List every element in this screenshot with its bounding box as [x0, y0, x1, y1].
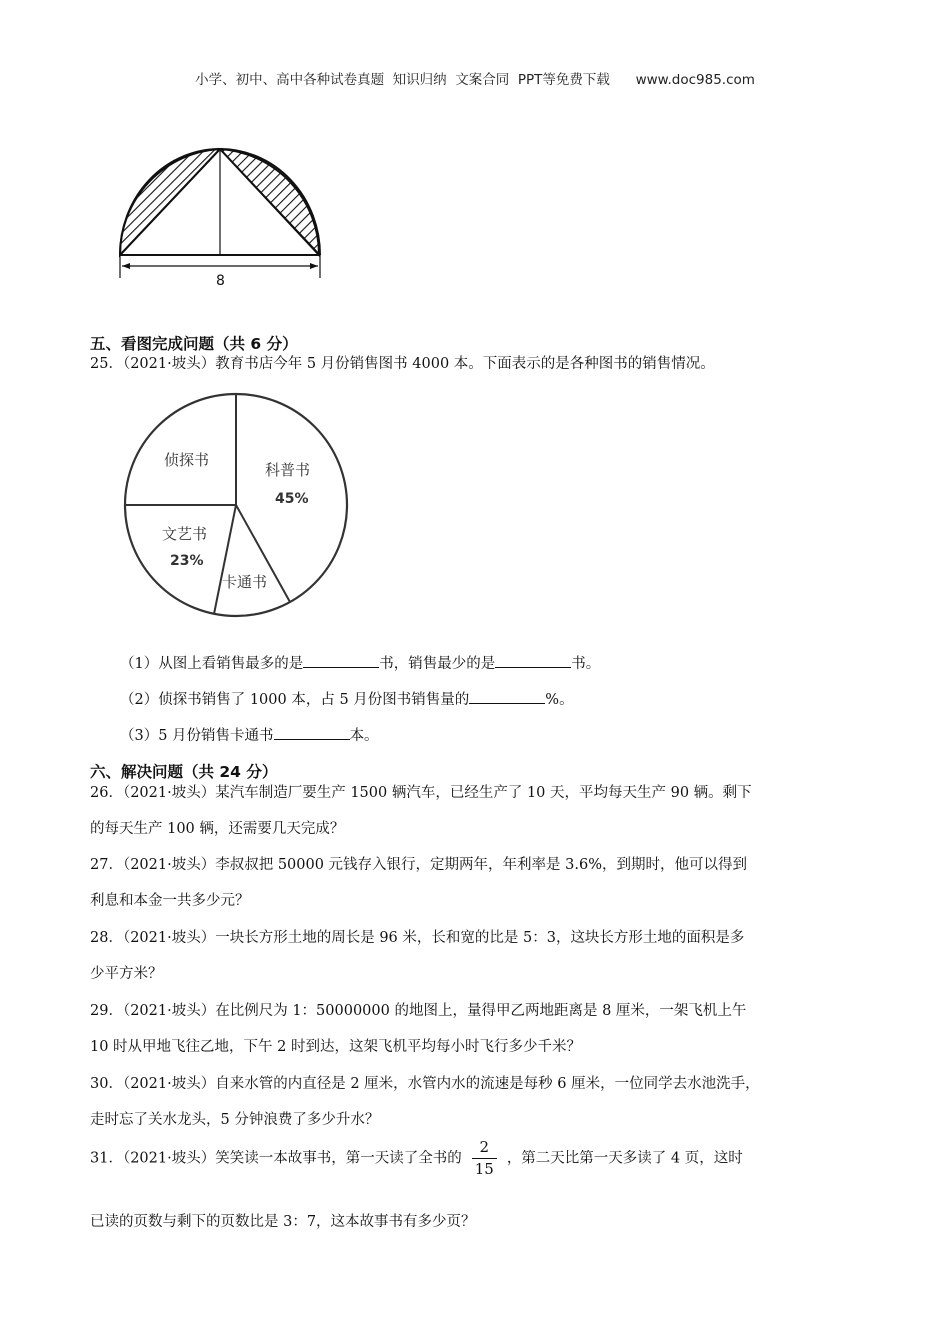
question-26: [90, 775, 870, 847]
pie-value-kepu: 45%: [275, 491, 309, 507]
answer-blank[interactable]: [303, 653, 379, 668]
section-5-title: 五、看图完成问题（共 6 分）: [90, 335, 298, 353]
question-25: 25．（2021·坡头）教育书店今年 5 月份销售图书 4000 本。下面表示的是各种图书的销售情况。: [90, 356, 715, 372]
part-1-text-c: 书。: [571, 656, 601, 672]
fraction-denominator: 15: [472, 1158, 497, 1177]
question-25-part-1: [120, 652, 600, 673]
answer-blank[interactable]: [469, 689, 545, 704]
question-26-line-2: 的每天生产 100 辆，还需要几天完成？: [90, 821, 345, 837]
question-30: [90, 1066, 870, 1138]
fraction-numerator: 2: [479, 1138, 490, 1156]
question-29-line-1: 29．（2021·坡头）在比例尺为 1：50000000 的地图上，量得甲乙两地距离是 8 厘米，一架飞机上午: [90, 1003, 747, 1019]
part-3-text-a: （3）5 月份销售卡通书: [120, 728, 274, 744]
question-27: [90, 847, 870, 919]
question-31-text-b: ，第二天比第一天多读了 4 页，这时: [506, 1150, 743, 1167]
pie-value-wenyi: 23%: [170, 553, 204, 569]
semicircle-figure: [100, 135, 340, 295]
pie-label-zhentan: 侦探书: [164, 451, 210, 469]
question-29-line-2: 10 时从甲地飞往乙地，下午 2 时到达，这架飞机平均每小时飞行多少千米？: [90, 1039, 582, 1055]
pie-chart: [120, 385, 360, 625]
question-28-line-1: 28．（2021·坡头）一块长方形土地的周长是 96 米，长和宽的比是 5：3，这块长方形土地的面积是多: [90, 930, 745, 946]
question-25-part-3: [120, 724, 379, 745]
question-28: [90, 920, 870, 992]
question-27-line-1: 27．（2021·坡头）李叔叔把 50000 元钱存入银行，定期两年，年利率是 3.6%，到期时，他可以得到: [90, 857, 747, 873]
pie-label-katong: 卡通书: [222, 573, 268, 591]
dimension-arrow-right: [310, 263, 318, 269]
part-1-text-b: 书，销售最少的是: [379, 656, 496, 672]
question-31-text-a: 31．（2021·坡头）笑笑读一本故事书，第一天读了全书的: [90, 1150, 462, 1167]
answer-blank[interactable]: [274, 725, 350, 740]
question-31-line-1: [90, 1140, 870, 1177]
pie-label-kepu: 科普书: [265, 461, 311, 479]
question-31-line-2: 已读的页数与剩下的页数比是 3：7，这本故事书有多少页？: [90, 1214, 476, 1230]
part-1-text-a: （1）从图上看销售最多的是: [120, 656, 304, 672]
pie-divider-bottom: [214, 505, 236, 614]
section-6-title: 六、解决问题（共 24 分）: [90, 763, 278, 781]
question-30-line-2: 走时忘了关水龙头，5 分钟浪费了多少升水？: [90, 1112, 380, 1128]
question-25-part-2: [120, 688, 574, 709]
question-27-line-2: 利息和本金一共多少元？: [90, 893, 250, 909]
part-3-text-b: 本。: [349, 728, 379, 744]
answer-blank[interactable]: [495, 653, 571, 668]
question-29: [90, 993, 870, 1065]
question-28-line-2: 少平方米？: [90, 966, 163, 982]
page-header: 小学、初中、高中各种试卷真题 知识归纳 文案合同 PPT等免费下载 www.doc985.com: [195, 72, 755, 88]
dimension-arrow-left: [122, 263, 130, 269]
dimension-label: 8: [216, 273, 225, 289]
question-26-line-1: 26．（2021·坡头）某汽车制造厂要生产 1500 辆汽车，已经生产了 10 天，平均每天生产 90 辆。剩下: [90, 785, 752, 801]
fraction: [472, 1140, 497, 1177]
pie-label-wenyi: 文艺书: [162, 525, 208, 543]
part-2-text-b: %。: [545, 692, 574, 708]
question-30-line-1: 30．（2021·坡头）自来水管的内直径是 2 厘米，水管内水的流速是每秒 6 厘米，一位同学去水池洗手，: [90, 1076, 760, 1092]
part-2-text-a: （2）侦探书销售了 1000 本，占 5 月份图书销售量的: [120, 692, 470, 708]
